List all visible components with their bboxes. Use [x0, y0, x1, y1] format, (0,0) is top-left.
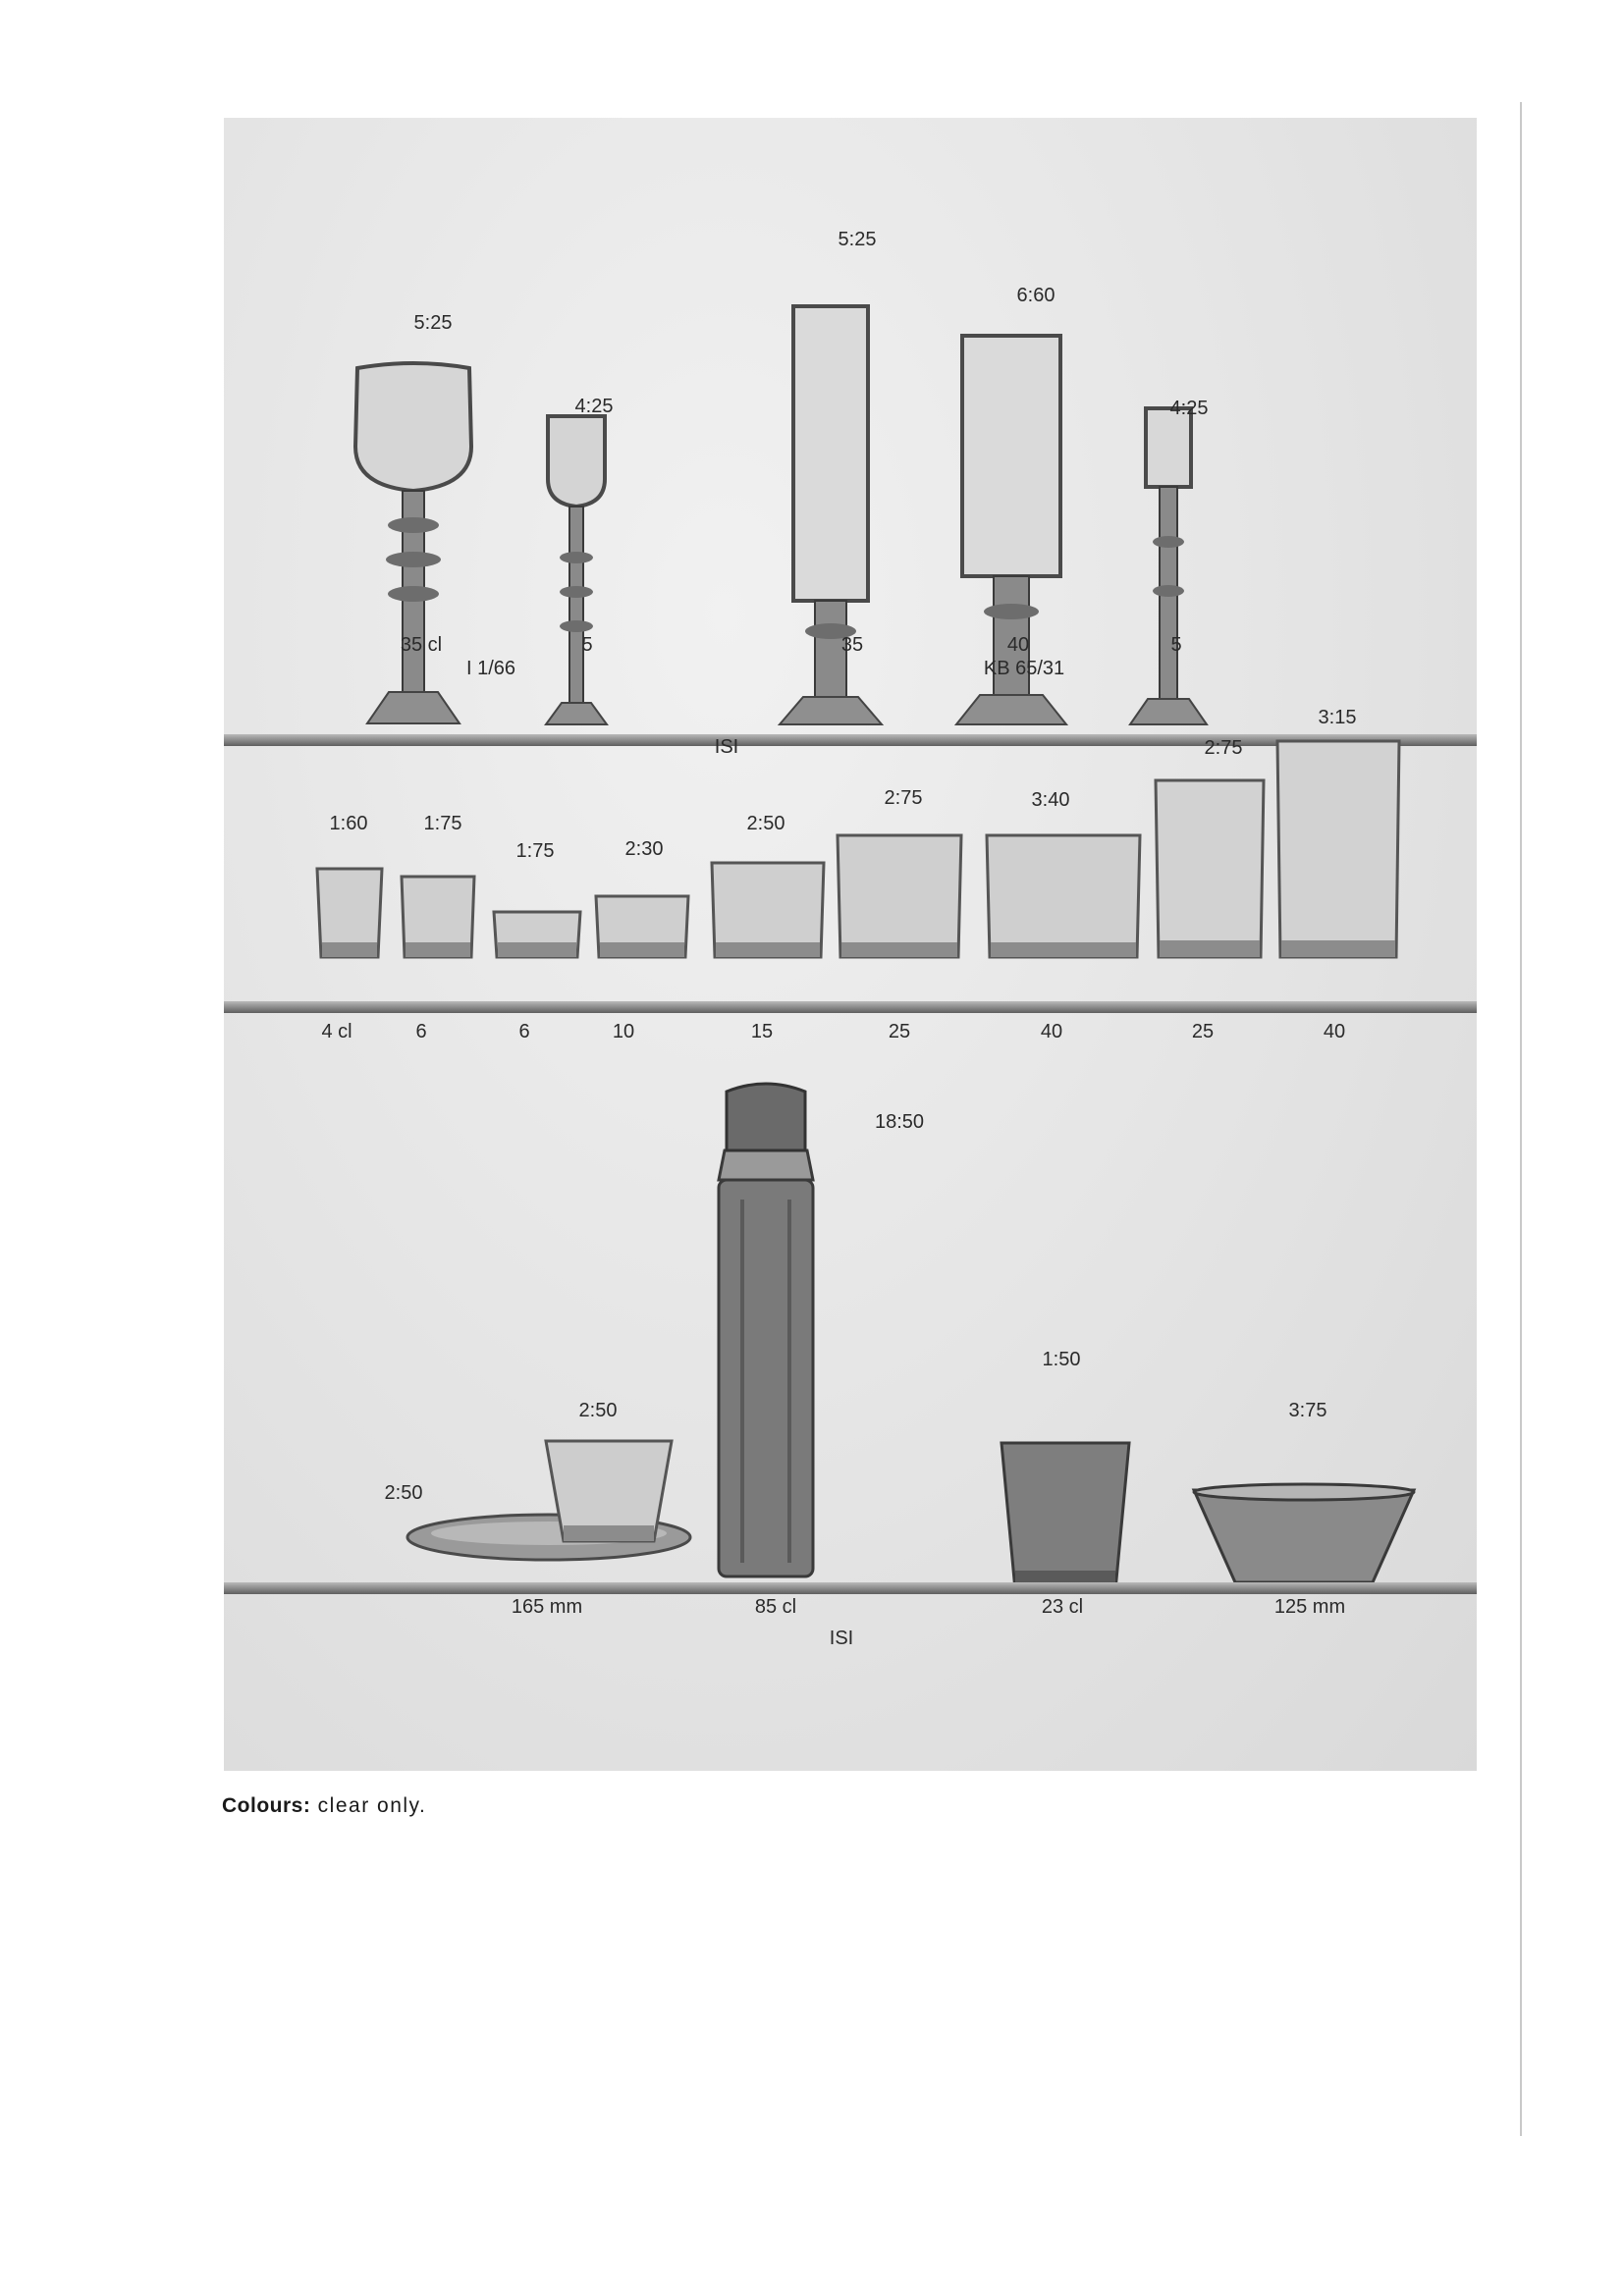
- caption-label: Colours:: [222, 1794, 311, 1817]
- price-label: 3:15: [1318, 707, 1357, 728]
- price-label: 2:50: [578, 1400, 618, 1421]
- price-label: 2:75: [884, 787, 923, 809]
- tumbler: [399, 874, 477, 960]
- price-label: 2:50: [746, 813, 785, 834]
- caption-text: clear only.: [317, 1794, 427, 1817]
- size-label: 25: [1191, 1021, 1215, 1042]
- tumbler: [835, 832, 964, 960]
- price-label: 2:75: [1204, 737, 1243, 759]
- page-edge-rule: [1520, 102, 1522, 2136]
- price-label: 4:25: [574, 396, 614, 417]
- price-label: 1:75: [423, 813, 462, 834]
- tumbler: [593, 893, 691, 960]
- size-label: 4 cl: [321, 1021, 352, 1042]
- tapered-bowl: [1190, 1482, 1418, 1586]
- goblet-small: [542, 410, 611, 736]
- size-label: 5: [581, 634, 593, 656]
- small-stemmed-glass: [1126, 404, 1211, 736]
- tumbler: [984, 832, 1143, 960]
- goblet-large: [350, 358, 477, 736]
- size-label: 165 mm: [511, 1596, 583, 1618]
- highball-glass: [1274, 738, 1402, 960]
- price-label: 2:30: [624, 838, 664, 860]
- tumbler: [491, 909, 583, 960]
- shelf-3: [224, 1582, 1477, 1594]
- glassware-photograph: [224, 118, 1477, 1771]
- size-label: 85 cl: [754, 1596, 797, 1618]
- price-label: 5:25: [838, 229, 877, 250]
- size-label: 23 cl: [1041, 1596, 1084, 1618]
- price-label: 2:50: [384, 1482, 423, 1504]
- small-tapered-glass: [542, 1437, 676, 1545]
- size-label: 5: [1170, 634, 1182, 656]
- size-label: 125 mm: [1273, 1596, 1346, 1618]
- price-label: 6:60: [1016, 285, 1056, 306]
- series-label: ISI: [714, 736, 739, 758]
- straight-tumbler: [998, 1439, 1133, 1594]
- size-label: 40: [1040, 1021, 1063, 1042]
- size-label: 40: [1323, 1021, 1346, 1042]
- size-label: 25: [888, 1021, 911, 1042]
- price-label: 3:40: [1031, 789, 1070, 811]
- model-code: I 1/66: [465, 658, 516, 679]
- tumbler: [709, 860, 827, 960]
- shelf-2: [224, 1001, 1477, 1013]
- price-label: 5:25: [413, 312, 453, 334]
- size-label: 35 cl: [400, 634, 443, 656]
- size-label: 35: [840, 634, 864, 656]
- price-label: 1:60: [329, 813, 368, 834]
- highball-glass: [1153, 777, 1267, 960]
- price-label: 18:50: [874, 1111, 925, 1133]
- size-label: 15: [750, 1021, 774, 1042]
- size-label: 6: [415, 1021, 427, 1042]
- price-label: 1:75: [515, 840, 555, 862]
- price-label: 4:25: [1169, 398, 1209, 419]
- decanter-with-stopper: [703, 1082, 829, 1584]
- price-label: 3:75: [1288, 1400, 1327, 1421]
- tall-stemmed-glass: [776, 302, 886, 736]
- colours-caption: [222, 1794, 426, 1818]
- model-code: KB 65/31: [983, 658, 1065, 679]
- series-label: ISI: [829, 1628, 854, 1649]
- size-label: 6: [518, 1021, 530, 1042]
- size-label: 40: [1006, 634, 1030, 656]
- price-label: 1:50: [1042, 1349, 1081, 1370]
- size-label: 10: [612, 1021, 635, 1042]
- tumbler: [314, 866, 385, 960]
